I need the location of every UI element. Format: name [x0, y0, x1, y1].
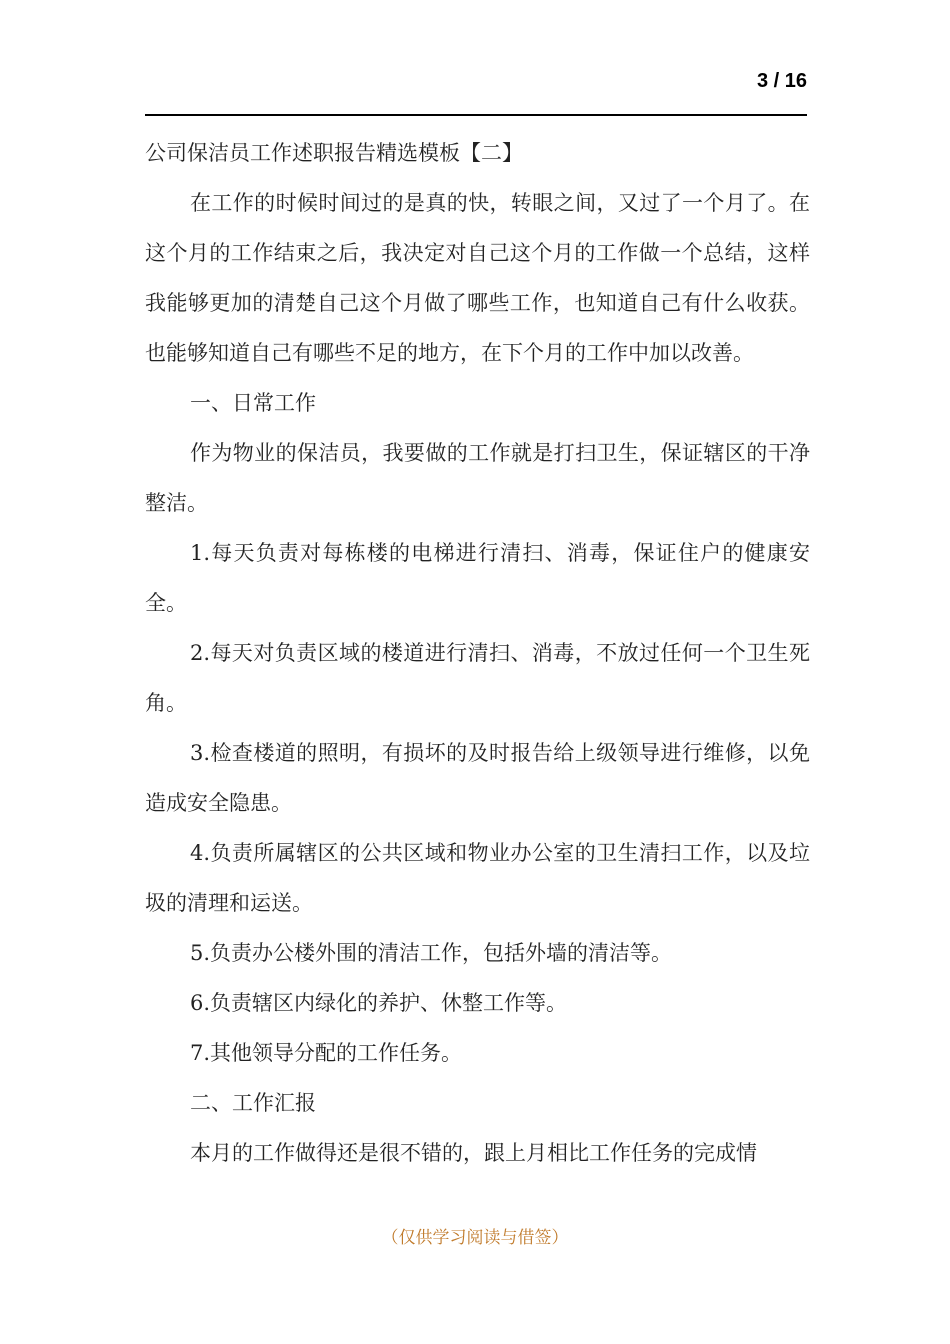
document-body — [145, 128, 810, 1178]
document-title: 公司保洁员工作述职报告精选模板【二】 — [145, 141, 523, 165]
list-item: 4.负责所属辖区的公共区域和物业办公室的卫生清扫工作，以及垃圾的清理和运送。 — [145, 841, 810, 915]
list-item: 1.每天负责对每栋楼的电梯进行清扫、消毒，保证住户的健康安全。 — [145, 541, 810, 615]
paragraph: 作为物业的保洁员，我要做的工作就是打扫卫生，保证辖区的干净整洁。 — [145, 441, 810, 515]
page-number: 3 / 16 — [756, 70, 807, 92]
footer-note: （仅供学习阅读与借签） — [381, 1228, 569, 1248]
paragraph: 在工作的时候时间过的是真的快，转眼之间，又过了一个月了。在这个月的工作结束之后，我决定对自己这个月的工作做一个总结，这样我能够更加的清楚自己这个月做了哪些工作，也知道自己有什么收获。也能够知道自己有哪些不足的地方，在下个月的工作中加以改善。 — [145, 191, 810, 365]
list-item: 6.负责辖区内绿化的养护、休整工作等。 — [190, 991, 568, 1015]
header-divider — [145, 114, 807, 116]
section-heading: 一、日常工作 — [190, 391, 316, 415]
section-heading: 二、工作汇报 — [190, 1091, 316, 1115]
paragraph: 本月的工作做得还是很不错的，跟上月相比工作任务的完成情 — [190, 1141, 757, 1165]
list-item: 2.每天对负责区域的楼道进行清扫、消毒，不放过任何一个卫生死角。 — [145, 641, 810, 715]
list-item: 3.检查楼道的照明，有损坏的及时报告给上级领导进行维修，以免造成安全隐患。 — [145, 741, 810, 815]
list-item: 7.其他领导分配的工作任务。 — [190, 1041, 463, 1065]
list-item: 5.负责办公楼外围的清洁工作，包括外墙的清洁等。 — [190, 941, 673, 965]
